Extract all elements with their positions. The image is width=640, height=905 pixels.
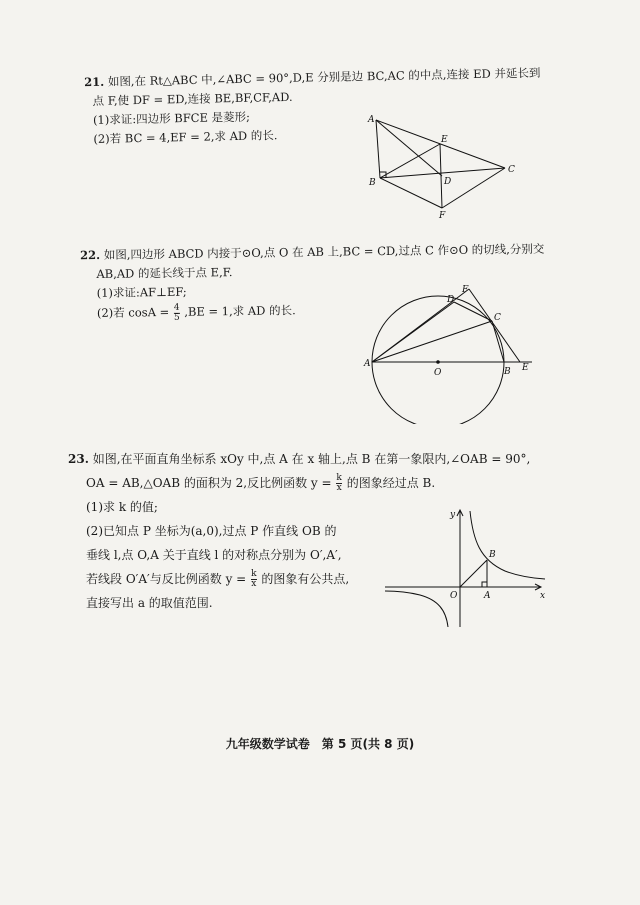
q22-part1: (1)求证:AF⊥EF; — [96, 284, 187, 300]
q23-fraction-1 — [336, 474, 341, 493]
q23-frac1-den: x — [336, 483, 342, 493]
q23-line2 — [86, 472, 435, 494]
q21-part1: (1)求证:四边形 BFCE 是菱形; — [92, 109, 251, 127]
q22-label-D: D — [447, 295, 455, 305]
q21-label-C: C — [508, 165, 515, 175]
q22-number: 22. — [80, 247, 101, 263]
q22-part2-pre: (2)若 cosA = — [96, 304, 170, 320]
q23-part2-l3-pre: 若线段 O′A′与反比例函数 y = — [86, 572, 247, 586]
q22-label-O: O — [434, 368, 442, 378]
q23-line1 — [68, 448, 530, 470]
q23-fraction-2 — [251, 570, 256, 589]
q23-part2-line2: 垂线 l,点 O,A 关于直线 l 的对称点分别为 O′,A′, — [86, 548, 342, 562]
q23-part2-line3 — [86, 568, 349, 590]
q22-label-B: B — [504, 367, 511, 377]
q23-frac1-num: k — [336, 473, 342, 483]
q22-label-F: F — [462, 285, 469, 295]
q21-line2: 点 F,使 DF = ED,连接 BE,BF,CF,AD. — [92, 89, 293, 108]
q21-label-B: B — [369, 178, 376, 188]
q23-part2-l3-post: 的图象有公共点, — [261, 572, 350, 586]
q23-label-x: x — [540, 591, 546, 601]
q23-part2-line4: 直接写出 a 的取值范围. — [86, 596, 213, 610]
q23-frac2-den: x — [251, 579, 257, 589]
q22-figure — [362, 284, 542, 424]
q23-label-y: y — [450, 510, 456, 520]
q22-line2: AB,AD 的延长线于点 E,F. — [96, 265, 233, 281]
q23-label-O: O — [450, 591, 458, 601]
q21-figure — [360, 110, 530, 220]
q21-label-E: E — [441, 135, 448, 145]
q22-frac-num: 4 — [173, 302, 180, 313]
q23-text: 如图,在平面直角坐标系 xOy 中,点 A 在 x 轴上,点 B 在第一象限内,∠OAB = 90°, — [92, 452, 531, 466]
q23-label-B: B — [489, 550, 496, 560]
q22-text: 如图,四边形 ABCD 内接于⊙O,点 O 在 AB 上,BC = CD,过点 C 作⊙O 的切线,分别交 — [103, 241, 545, 262]
q22-label-E: E — [522, 363, 529, 373]
q23-line2-pre: OA = AB,△OAB 的面积为 2,反比例函数 y = — [86, 476, 332, 490]
q22-label-C: C — [494, 313, 501, 323]
q22-part2 — [97, 301, 296, 323]
q23-figure — [380, 505, 555, 630]
q22-label-A: A — [364, 359, 371, 369]
q22-part2-post: ,BE = 1,求 AD 的长. — [184, 303, 296, 319]
q23-number: 23. — [68, 452, 89, 466]
q21-label-F: F — [439, 211, 446, 220]
q21-label-D: D — [444, 177, 452, 187]
q21-number: 21. — [84, 74, 105, 90]
q23-part1: (1)求 k 的值; — [86, 500, 158, 514]
q23-line2-post: 的图象经过点 B. — [346, 476, 436, 490]
q22-fraction — [174, 303, 180, 322]
q23-part2-line1: (2)已知点 P 坐标为(a,0),过点 P 作直线 OB 的 — [86, 524, 337, 538]
q23-frac2-num: k — [251, 569, 257, 579]
q21-line1 — [84, 64, 541, 93]
q21-label-A: A — [368, 115, 375, 125]
page-footer: 九年级数学试卷 第 5 页(共 8 页) — [225, 737, 415, 751]
q21-part2: (2)若 BC = 4,EF = 2,求 AD 的长. — [93, 128, 278, 146]
q21-text: 如图,在 Rt△ABC 中,∠ABC = 90°,D,E 分别是边 BC,AC 的中点,连接 ED 并延长到 — [107, 65, 541, 89]
q22-line1 — [80, 240, 545, 265]
q23-label-A: A — [484, 591, 491, 601]
q22-frac-den: 5 — [173, 312, 180, 323]
